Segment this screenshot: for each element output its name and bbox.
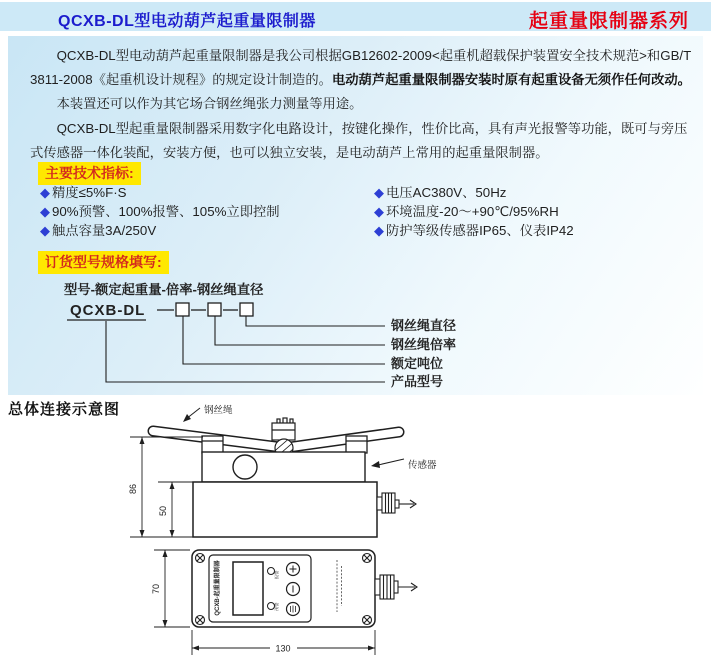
spec-item: [374, 201, 574, 220]
label-product-model: 产品型号: [391, 374, 444, 389]
display-window: [233, 562, 263, 615]
diamond-bullet-icon: ◆: [374, 222, 384, 238]
sensor-label: 传感器: [408, 460, 437, 471]
connection-diagram-heading: 总体连接示意图: [8, 401, 121, 418]
dim-70-label: 70: [151, 583, 161, 595]
intro-paragraphs: [30, 44, 694, 165]
dim-130-label: 130: [275, 643, 291, 654]
intro-paragraph-2: 本装置还可以作为其它场合钢丝绳张力测量等用途。: [56, 96, 363, 112]
diamond-bullet-icon: ◆: [40, 222, 50, 238]
spec-item: [374, 220, 574, 239]
specs-heading: 主要技术指标:: [38, 162, 141, 185]
specs-list-right: [374, 182, 574, 238]
label-rope-diameter: 钢丝绳直径: [391, 318, 457, 333]
controller-cable-gland: [375, 575, 417, 599]
spec-text: 精度≤5%F·S: [52, 185, 127, 200]
spec-text: 触点容量3A/250V: [52, 222, 157, 238]
led-top-label: 报警: [274, 570, 279, 579]
dimension-70: [151, 550, 190, 627]
led-bottom-label: 预警: [274, 602, 279, 611]
intro-paragraph-1: [30, 44, 694, 92]
spec-text: 环境温度-20～+90℃/95%RH: [386, 203, 559, 219]
intro-p1-emphasis: 电动葫芦起重量限制器安装时原有起重设备无须作任何改动。: [331, 72, 691, 88]
connection-technical-drawing: [0, 396, 711, 663]
spec-text: 90%预警、100%报警、105%立即控制: [52, 203, 280, 219]
dim-50-label: 50: [158, 505, 168, 517]
sensor-lower-body: [193, 482, 377, 537]
label-rope-ratio: 钢丝绳倍率: [391, 337, 457, 352]
intro-paragraph-3: QCXB-DL型起重量限制器采用数字化电路设计，按键化操作，性价比高，具有声光报警等功能，既可与旁压式传感器一体化装配，安装方便，也可以独立安装，是电动葫芦上常用的起重量限制器。: [30, 120, 688, 160]
diamond-bullet-icon: ◆: [40, 203, 50, 219]
sensor-callout: [371, 459, 437, 471]
intro-p1-text: QCXB-DL型电动葫芦起重量限制器是我公司根据GB12602-2009<起重机超载保护装置安全技术规范>和GB/T 3811-2008《起重机设计规程》的规定设计制造的。: [30, 48, 692, 88]
title-band: [0, 2, 711, 31]
model-code: QCXB-DL: [70, 302, 146, 319]
dim-86-label: 86: [128, 483, 138, 495]
panel-title-vertical: QCXB-起重量限制器: [215, 560, 221, 616]
diamond-bullet-icon: ◆: [40, 185, 50, 200]
ordering-heading: 订货型号规格填写:: [38, 251, 169, 274]
series-title: 起重量限制器系列: [528, 11, 689, 32]
sensor-hole: [233, 455, 257, 479]
press-unit: [272, 418, 295, 440]
page-title: QCXB-DL型电动葫芦起重量限制器: [58, 13, 316, 30]
dimension-50: [158, 482, 194, 537]
diamond-bullet-icon: ◆: [374, 203, 384, 219]
diamond-bullet-icon: ◆: [374, 185, 384, 200]
spec-text: 防护等级传感器IP65、仪表IP42: [386, 222, 574, 238]
model-digit-boxes: [157, 303, 253, 316]
panel-buttons: [287, 563, 300, 616]
spec-item: [374, 182, 574, 201]
label-rated-tonnage: 额定吨位: [391, 356, 444, 371]
model-leader-lines: [106, 316, 385, 382]
spec-item: [40, 201, 280, 220]
model-number-diagram: [0, 296, 711, 398]
spec-item: [40, 220, 280, 239]
spec-text: 电压AC380V、50Hz: [386, 185, 507, 200]
sensor-upper-body: [202, 452, 365, 482]
dimension-86: [128, 437, 203, 537]
wire-rope-label: 钢丝绳: [204, 405, 233, 416]
sensor-cable-gland: [377, 493, 416, 513]
wire-rope-callout: [183, 404, 233, 422]
specs-list-left: [40, 182, 280, 238]
spec-item: [40, 182, 280, 201]
dimension-130: [192, 630, 375, 655]
model-formula: 型号-额定起重量-倍率-钢丝绳直径: [64, 282, 264, 297]
